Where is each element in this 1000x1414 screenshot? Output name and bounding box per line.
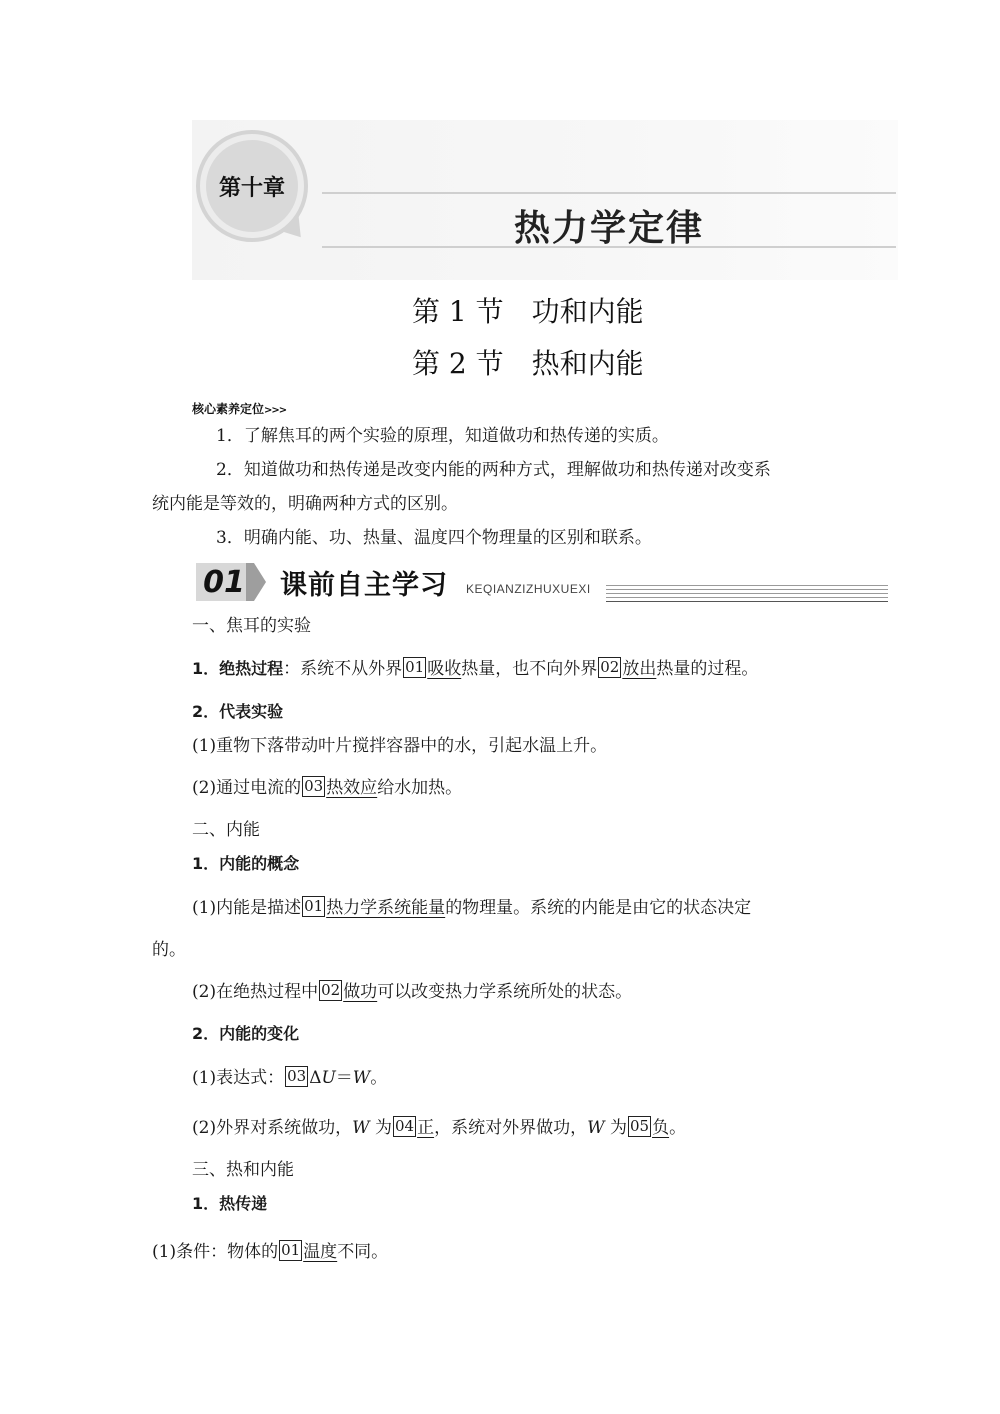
core-item-1: 1．了解焦耳的两个实验的原理，知道做功和热传递的实质。	[216, 426, 669, 446]
part3-para1: (1)条件：物体的 01 温度不同。	[152, 1241, 389, 1262]
answer-text: 正	[417, 1118, 435, 1138]
chapter-title: 热力学定律	[514, 208, 705, 249]
core-literacy-text: 核心素养定位	[192, 402, 265, 416]
answer-text: 温度	[303, 1242, 338, 1262]
answer-text: 做功	[343, 982, 378, 1002]
core-item-2-cont: 统内能是等效的，明确两种方式的区别。	[152, 494, 458, 514]
section-title-1: 第 1 节 功和内能	[412, 295, 644, 328]
part3-heading: 三、热和内能	[192, 1160, 294, 1180]
answer-tag: 02	[321, 981, 341, 999]
study-section-arrow	[246, 563, 266, 601]
part2-para2: (2)在绝热过程中 02 做功可以改变热力学系统所处的状态。	[192, 981, 633, 1002]
part2-para4: (2)外界对系统做功，W 为 04 正，系统对外界做功，W 为 05 负。	[192, 1117, 687, 1138]
study-rule-2	[606, 589, 888, 590]
answer-text: 吸收	[427, 659, 462, 679]
study-rule-5	[606, 601, 888, 602]
part2-heading: 二、内能	[192, 820, 260, 840]
study-section-title: 课前自主学习	[280, 570, 448, 601]
study-section-number: 01	[196, 563, 252, 601]
answer-tag: 03	[287, 1067, 307, 1085]
answer-tag: 05	[629, 1117, 650, 1135]
part1-line4: (2)通过电流的 03 热效应给水加热。	[192, 777, 463, 798]
part3-subheading: 1．热传递	[192, 1194, 268, 1213]
study-section-pinyin: KEQIANZIZHUXUEXI	[466, 582, 591, 596]
core-item-3: 3．明确内能、功、热量、温度四个物理量的区别和联系。	[216, 528, 652, 548]
answer-tag: 02	[600, 658, 620, 676]
answer-text: 热力学系统能量	[326, 898, 446, 918]
answer-tag: 04	[394, 1117, 415, 1135]
chapter-label: 第十章	[206, 140, 298, 232]
chapter-badge	[196, 130, 308, 242]
answer-tag: 01	[304, 897, 324, 915]
chevrons-icon: >>>	[264, 405, 287, 416]
study-rule-1	[606, 585, 888, 586]
study-rule-3	[606, 593, 888, 594]
part2-subheading-1: 1．内能的概念	[192, 854, 300, 873]
part2-formula-line: (1)表达式： 03 ΔU＝W。	[192, 1067, 388, 1088]
section-title-2: 第 2 节 热和内能	[412, 347, 644, 380]
study-rule-4	[606, 597, 888, 598]
core-item-2: 2．知道做功和热传递是改变内能的两种方式，理解做功和热传递对改变系	[216, 460, 771, 480]
answer-tag: 01	[405, 658, 425, 676]
part2-para1: (1)内能是描述 01 热力学系统能量的物理量。系统的内能是由它的状态决定	[192, 897, 752, 918]
answer-text: 热效应	[326, 778, 378, 798]
core-literacy-label	[192, 400, 286, 417]
part1-line1: 1．绝热过程：系统不从外界 01 吸收热量，也不向外界 02 放出热量的过程。	[192, 658, 759, 679]
answer-text: 放出	[622, 659, 657, 679]
part2-para1-cont: 的。	[152, 940, 186, 960]
part1-subheading: 2．代表实验	[192, 702, 284, 721]
part1-line3: (1)重物下落带动叶片搅拌容器中的水，引起水温上升。	[192, 736, 608, 756]
answer-tag: 03	[304, 777, 324, 795]
part1-heading: 一、焦耳的实验	[192, 616, 311, 636]
banner-divider-top	[322, 192, 896, 194]
answer-tag: 01	[281, 1241, 301, 1259]
part2-subheading-2: 2．内能的变化	[192, 1024, 300, 1043]
answer-text: 负	[652, 1118, 670, 1138]
